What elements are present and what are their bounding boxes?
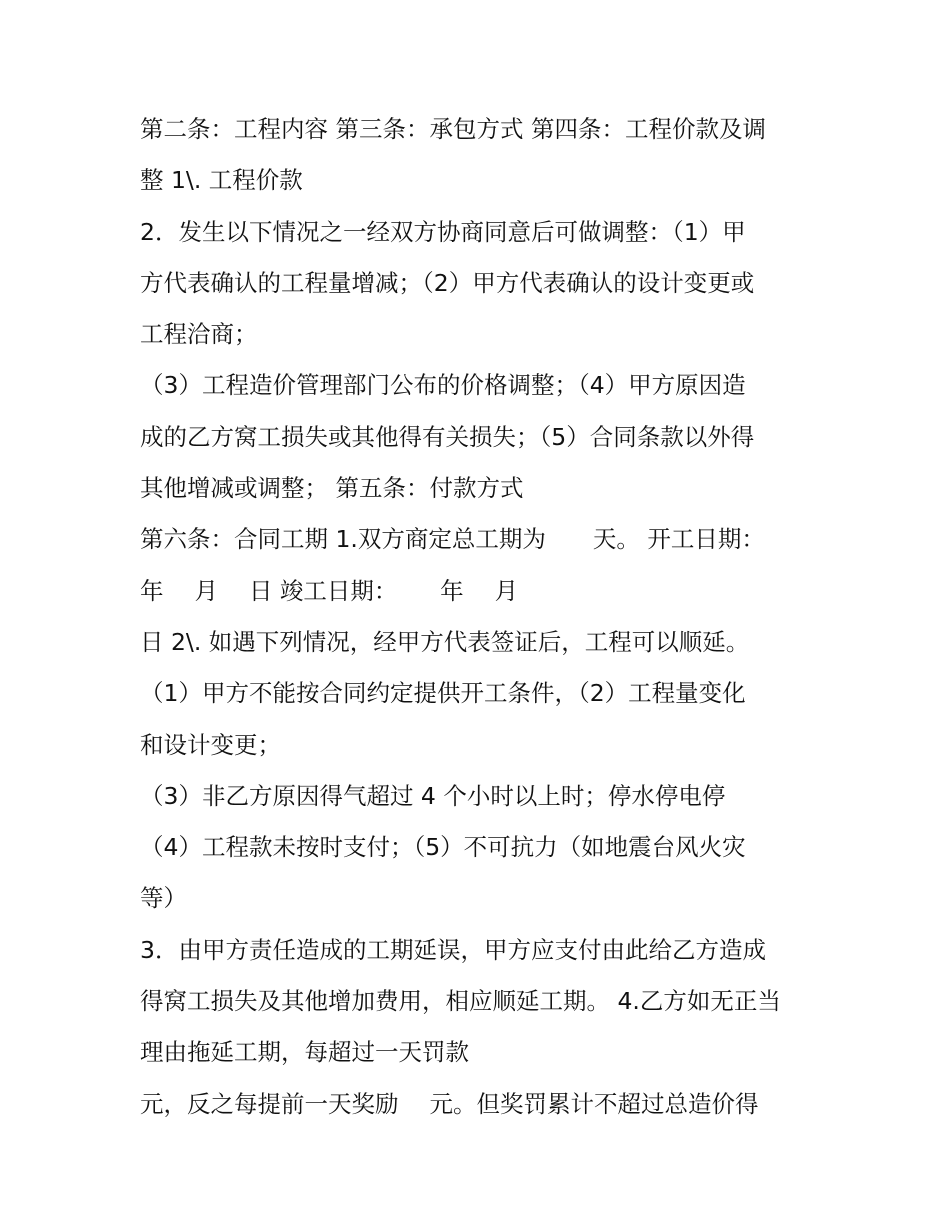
text-line: 理由拖延工期，每超过一天罚款 [140,1038,469,1067]
text-line: （3）非乙方原因得气超过 4 个小时以上时；停水停电停 [140,781,726,810]
text-line: 等） [140,884,187,913]
text-line: 整 1\. 工程价款 [140,166,303,195]
text-line: 2．发生以下情况之一经双方协商同意后可做调整：（1）甲 [140,217,746,246]
contract-text-block [140,104,830,1130]
text-line: 3．由甲方责任造成的工期延误，甲方应支付由此给乙方造成 [140,935,766,964]
text-line: 和设计变更； [140,730,281,759]
text-line: 元，反之每提前一天奖励 元。但奖罚累计不超过总造价得 [140,1089,759,1118]
text-line: （1）甲方不能按合同约定提供开工条件，（2）工程量变化 [140,679,746,708]
text-line: 第二条：工程内容 第三条：承包方式 第四条：工程价款及调 [140,115,766,143]
text-line: 其他增减或调整； 第五条：付款方式 [140,474,524,503]
text-line: 第六条：合同工期 1.双方商定总工期为 天。 开工日期： [140,525,765,554]
text-line: 工程洽商； [140,320,258,349]
text-line: （4）工程款未按时支付；（5）不可抗力（如地震台风火灾 [140,833,746,862]
text-line: （3）工程造价管理部门公布的价格调整；（4）甲方原因造 [140,371,746,400]
text-line: 年 月 日 竣工日期： 年 月 [140,576,519,605]
text-line: 方代表确认的工程量增减；（2）甲方代表确认的设计变更或 [140,268,755,297]
text-line: 得窝工损失及其他增加费用，相应顺延工期。 4.乙方如无正当 [140,987,781,1016]
text-line: 日 2\. 如遇下列情况，经甲方代表签证后，工程可以顺延。 [140,627,750,656]
text-line: 成的乙方窝工损失或其他得有关损失；（5）合同条款以外得 [140,422,755,451]
